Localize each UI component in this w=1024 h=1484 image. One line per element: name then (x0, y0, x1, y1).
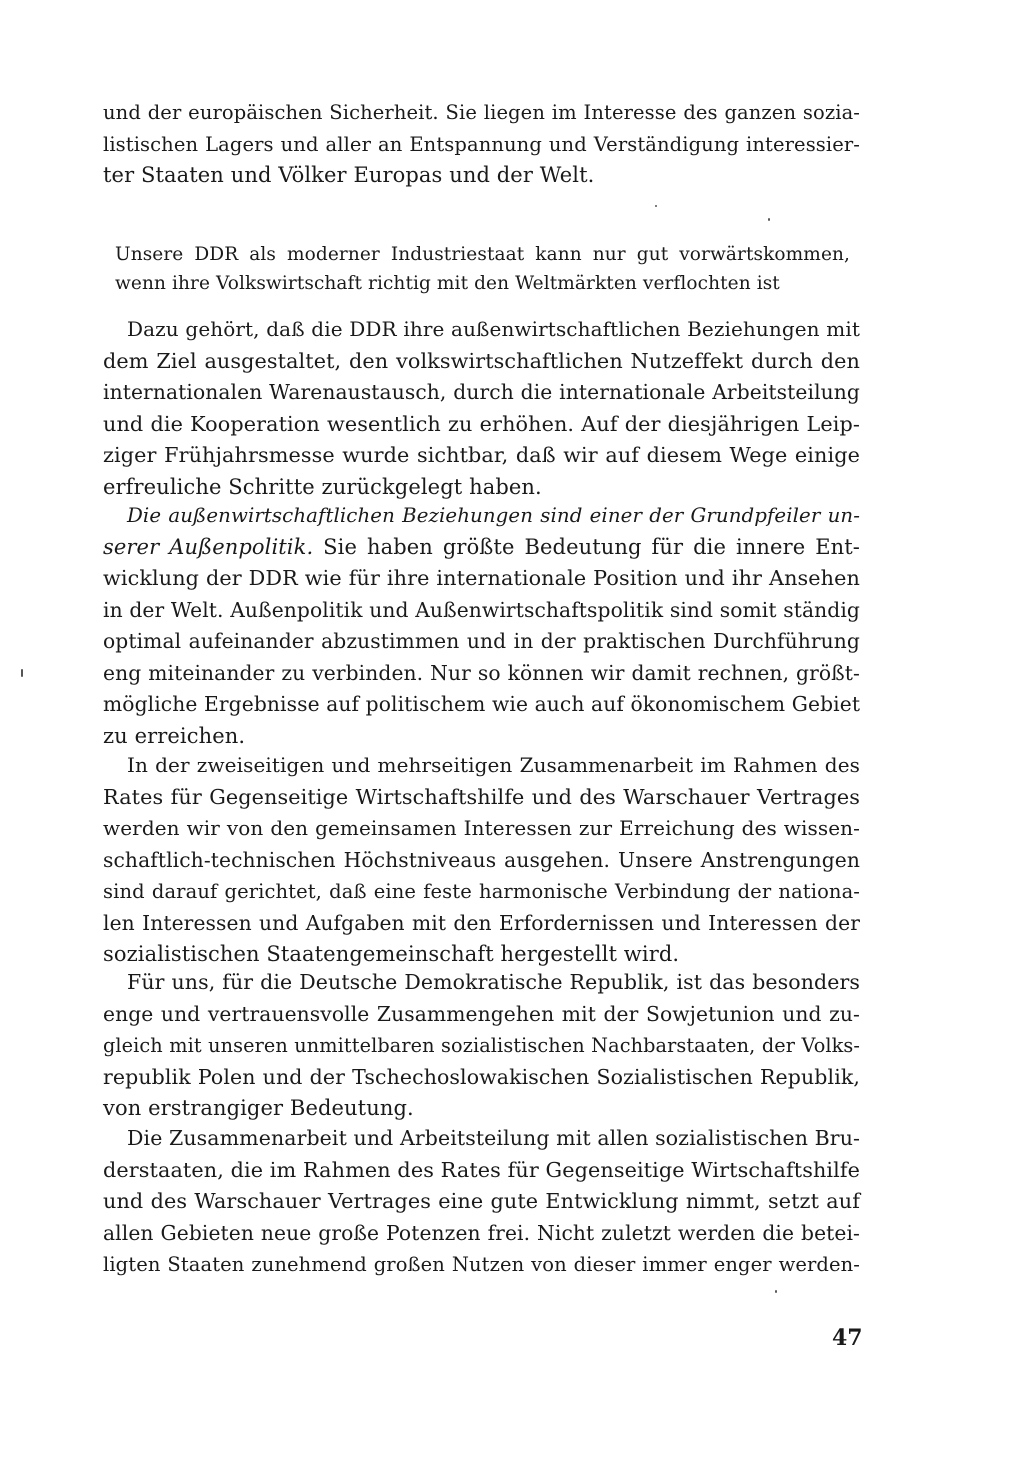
paragraph-3 (103, 500, 860, 752)
paragraph-6 (103, 1123, 860, 1281)
text-line: ter Staaten und Völker Europas und der Welt. (103, 163, 595, 187)
section-subheading (115, 240, 850, 298)
text-line: listischen Lagers und aller an Entspannung und Verständigung interessier- (103, 132, 860, 156)
text-line: Rates für Gegenseitige Wirtschaftshilfe und des Warschauer Vertrages (103, 784, 860, 809)
text-line: In der zweiseitigen und mehrseitigen Zusammenarbeit im Rahmen des (127, 753, 860, 777)
text-line: wicklung der DDR wie für ihre internationale Position und ihr Ansehen (103, 566, 860, 590)
text-line: gleich mit unseren unmittelbaren sozialistischen Nachbarstaaten, der Volks- (103, 1034, 860, 1057)
text-line: in der Welt. Außenpolitik und Außenwirtschaftspolitik sind somit ständig (103, 597, 860, 622)
emphasis-text: serer Außenpolitik. (103, 534, 314, 559)
scan-speck (21, 669, 23, 677)
text-line: ziger Frühjahrsmesse wurde sichtbar, daß wir auf diesem Wege einige (103, 443, 860, 467)
paragraph-4 (103, 750, 860, 971)
text-line: enge und vertrauensvolle Zusammengehen mit der Sowjetunion und zu- (103, 1001, 860, 1026)
text-line: und des Warschauer Vertrages eine gute Entwicklung nimmt, setzt auf (103, 1189, 860, 1213)
scan-speck (768, 218, 770, 221)
text-line: allen Gebieten neue große Potenzen frei. Nicht zuletzt werden die betei- (103, 1220, 860, 1245)
text-line: Für uns, für die Deutsche Demokratische Republik, ist das besonders (127, 970, 860, 994)
text-line: und die Kooperation wesentlich zu erhöhen. Auf der diesjährigen Leip- (103, 411, 860, 436)
paragraph-2 (103, 314, 860, 503)
text-line (103, 532, 860, 564)
scan-speck (775, 1290, 777, 1293)
text-line: schaftlich-technischen Höchstniveaus ausgehen. Unsere Anstrengungen (103, 847, 860, 872)
text-line: Dazu gehört, daß die DDR ihre außenwirtschaftlichen Beziehungen mit (127, 317, 860, 341)
text-line: von erstrangiger Bedeutung. (103, 1096, 414, 1120)
text-line: und der europäischen Sicherheit. Sie liegen im Interesse des ganzen sozia- (103, 101, 860, 124)
text-line: derstaaten, die im Rahmen des Rates für Gegenseitige Wirtschaftshilfe (103, 1157, 861, 1182)
subheading-line: wenn ihre Volkswirtschaft richtig mit den Weltmärkten verflochten ist (115, 273, 780, 294)
paragraph-1 (103, 97, 860, 192)
text-line: eng miteinander zu verbinden. Nur so können wir damit rechnen, größt- (103, 660, 860, 685)
text-line: werden wir von den gemeinsamen Interessen zur Erreichung des wissen- (103, 816, 860, 840)
text-line: republik Polen und der Tschechoslowakischen Sozialistischen Republik, (103, 1064, 860, 1089)
text-run: Sie haben größte Bedeutung für die innere Ent- (313, 534, 860, 559)
subheading-line: Unsere DDR als moderner Industriestaat kann nur gut vorwärtskommen, (115, 244, 850, 265)
scan-speck (655, 205, 657, 207)
page-number: 47 (832, 1325, 863, 1351)
text-line: mögliche Ergebnisse auf politischem wie auch auf ökonomischem Gebiet (103, 692, 861, 716)
text-line: zu erreichen. (103, 723, 246, 748)
text-line: sozialistischen Staatengemeinschaft hergestellt wird. (103, 942, 680, 966)
text-line: sind darauf gerichtet, daß eine feste harmonische Verbindung der nationa- (103, 880, 860, 903)
text-line: dem Ziel ausgestaltet, den volkswirtschaftlichen Nutzeffekt durch den (103, 348, 860, 373)
text-line: internationalen Warenaustausch, durch die internationale Arbeitsteilung (103, 380, 860, 404)
text-line: ligten Staaten zunehmend großen Nutzen von dieser immer enger werden- (103, 1253, 860, 1276)
text-line: erfreuliche Schritte zurückgelegt haben. (103, 474, 542, 499)
text-line: len Interessen und Aufgaben mit den Erfordernissen und Interessen der (103, 910, 860, 935)
text-line: Die Zusammenarbeit und Arbeitsteilung mit allen sozialistischen Bru- (127, 1126, 861, 1150)
text-line-emphasis: Die außenwirtschaftlichen Beziehungen sind einer der Grundpfeiler un- (127, 504, 860, 527)
paragraph-5 (103, 967, 860, 1125)
text-line: optimal aufeinander abzustimmen und in der praktischen Durchführung (103, 629, 860, 653)
